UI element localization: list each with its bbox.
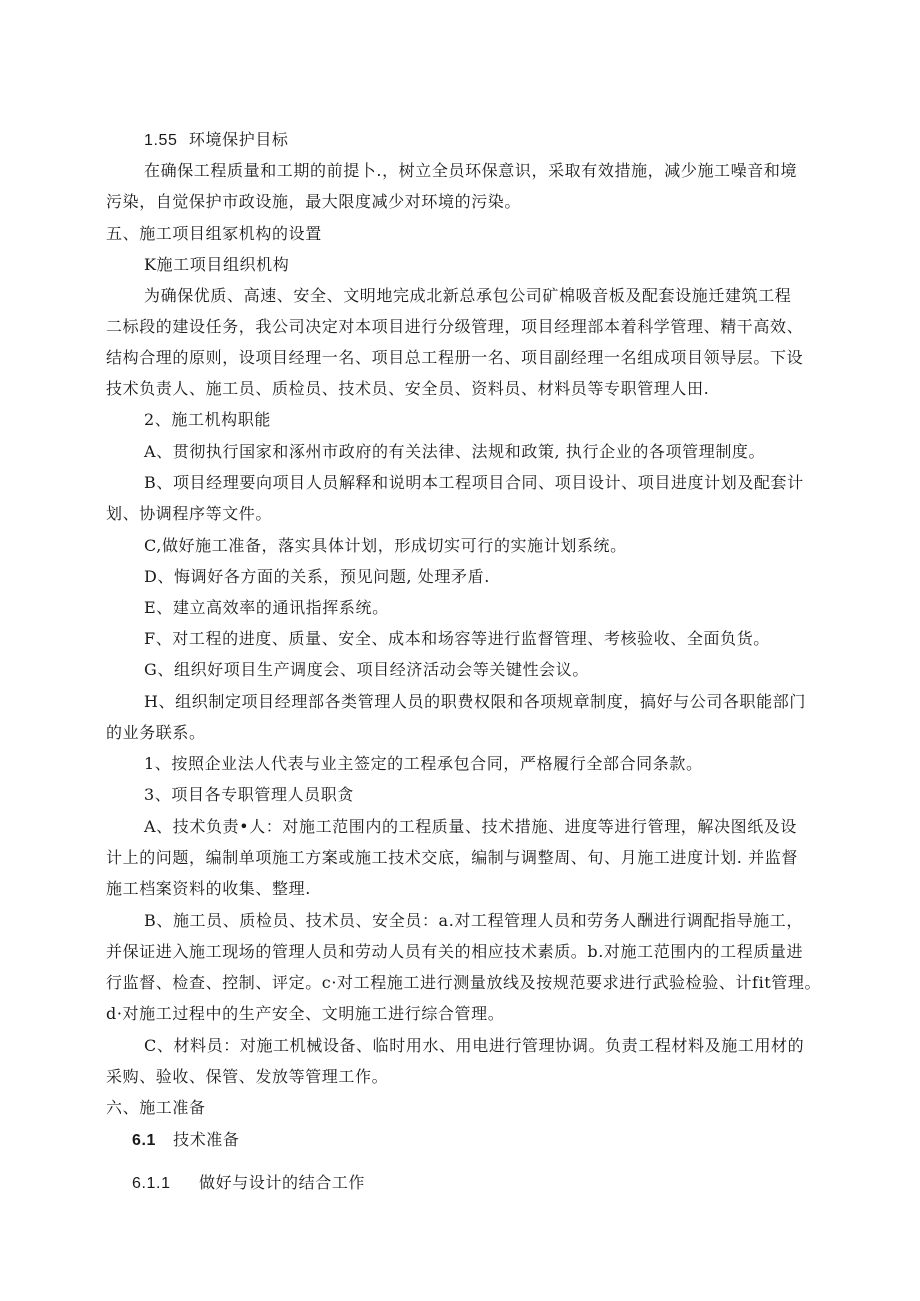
list-item-continuation: d·对施工过程中的生产安全、文明施工进行综合管理。 [106,1004,505,1023]
section-1-55-heading [144,129,289,152]
list-item: A、贯彻执行国家和涿州市政府的有关法律、法规和政策, 执行企业的各项管理制度。 [144,442,766,461]
section-6-1-heading [132,1129,240,1152]
section-number: 6.1.1 [132,1175,171,1192]
list-item-continuation: 的业务联系。 [106,723,206,742]
list-item-continuation: 划、协调程序等文件。 [106,504,273,523]
chapter-heading: 五、施工项目组冢机构的设置 [106,224,322,243]
section-6-1-1-heading [132,1172,365,1195]
section-number: 6.1 [132,1132,157,1149]
chapter-heading: 六、施工准备 [106,1098,206,1117]
paragraph-line: 二标段的建设任务，我公司决定对本项目进行分级管理，项目经理部本着科学管理、精干高效、 [106,317,804,336]
list-item-continuation: 并保证进入施工现场的管理人员和劳动人员有关的相应技术素质。b.对施工范围内的工程质量进 [106,942,804,961]
paragraph-line: 为确保优质、高速、安全、文明地完成北新总承包公司矿棉吸音板及配套设施迁建筑工程 [144,286,792,305]
section-title: 技术准备 [173,1130,240,1149]
paragraph-line: 技术负责人、施工员、质检员、技术员、安全员、资料员、材料员等专职管理人田. [106,379,710,398]
paragraph-line: 结构合理的原则，设项目经理一名、项目总工程册一名、项目副经理一名组成项目领导层。下设 [106,348,804,367]
subsection-heading: K施工项目组织机构 [144,255,290,274]
list-item: B、施工员、质检员、技术员、安全员：a.对工程管理人员和劳务人酬进行调配指导施工， [144,911,803,930]
list-item: C,做好施工准备，落实具体计划，形成切实可行的实施计划系统。 [144,536,627,555]
section-title: 环境保护目标 [188,130,289,149]
list-item: C、材料员：对施工机械设备、临时用水、用电进行管理协调。负责工程材料及施工用材的 [144,1036,805,1055]
list-item: G、组织好项目生产调度会、项目经济活动会等关键性会议。 [144,660,589,679]
list-item-continuation: 施工档案资料的收集、整理. [106,879,311,898]
list-item: D、悔调好各方面的关系，预见问题, 处理矛盾. [144,567,490,586]
section-number: 1.55 [144,132,178,149]
list-item: E、建立高效率的通讯指挥系统。 [144,598,389,617]
list-item: B、项目经理要向项目人员解释和说明本工程项目合同、项目设计、项目进度计划及配套计 [144,473,804,492]
list-item: H、组织制定项目经理部各类管理人员的职费权限和各项规章制度，搞好与公司各职能部门 [144,692,806,711]
list-item: F、对工程的进度、质量、安全、成本和场容等进行监督管理、考核验收、全面负货。 [144,629,770,648]
list-item-continuation: 行监督、检查、控制、评定。c·对工程施工进行测量放线及按规范要求进行武验检验、计fit管理。 [106,973,822,992]
section-title: 做好与设计的结合工作 [199,1173,366,1192]
list-item: A、技术负责•人：对施工范围内的工程质量、技术措施、进度等进行管理，解决图纸及设 [144,817,797,836]
subsection-heading: 2、施工机构职能 [144,410,271,429]
list-item-continuation: 计上的问题，编制单项施工方案或施工技术交底，编制与调整周、旬、月施工进度计划. 并监督 [106,848,798,867]
list-item-continuation: 采购、验收、保管、发放等管理工作。 [106,1067,389,1086]
list-item: 1、按照企业法人代表与业主签定的工程承包合同，严格履行全部合同条款。 [144,754,703,773]
paragraph-line: 污染，自觉保护市政设施，最大限度减少对环境的污染。 [106,192,522,211]
subsection-heading: 3、项目各专职管理人员职贪 [144,785,354,804]
paragraph-line: 在确保工程质量和工期的前提卜.，树立全员环保意识，采取有效措施，减少施工噪音和境 [144,161,798,180]
